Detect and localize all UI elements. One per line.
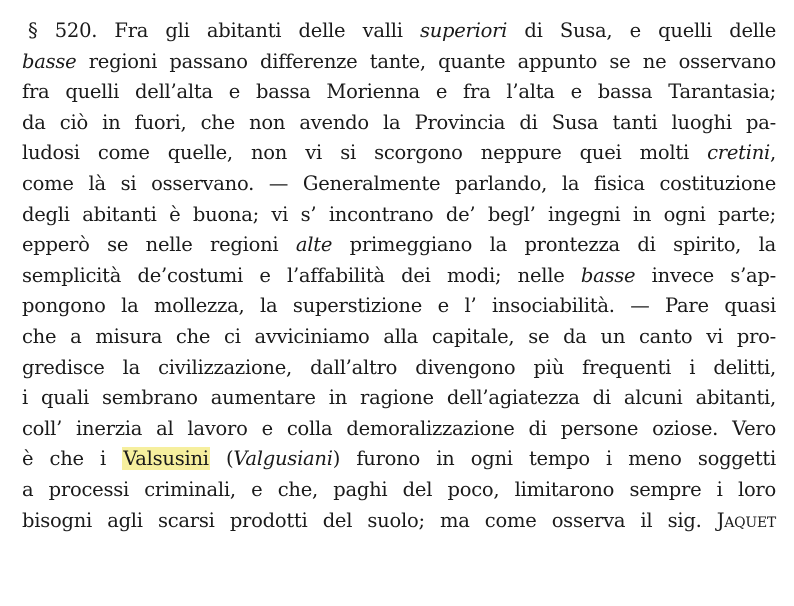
text-line <box>22 108 776 139</box>
text-line <box>22 475 776 506</box>
text-run: degli abitanti è buona; vi s’ incontrano de’ begl’ ingegni in ogni parte; <box>22 202 776 226</box>
text-run: gredisce la civilizzazione, dall’altro divengono più frequenti i delitti, <box>22 355 776 379</box>
text-run: primeggiano la prontezza di spirito, la <box>332 233 776 257</box>
text-line <box>22 322 776 353</box>
text-run: ludosi come quelle, non vi si scorgono neppure quei molti <box>22 141 708 165</box>
text-line <box>22 77 776 108</box>
italic-term: alte <box>295 233 333 257</box>
italic-term: Valgusiani <box>233 447 333 471</box>
text-line <box>22 16 776 47</box>
text-run: ) furono in ogni tempo i meno soggetti <box>332 447 776 471</box>
text-run: che a misura che ci avviciniamo alla capitale, se da un canto vi pro- <box>22 324 776 348</box>
highlighted-term: Valsusini <box>123 447 209 471</box>
text-run: ( <box>209 447 234 471</box>
text-run: pongono la mollezza, la superstizione e l’ insociabilità. — Pare quasi <box>22 294 776 318</box>
text-line <box>22 261 776 292</box>
italic-term: cretini <box>707 141 771 165</box>
text-run: è che i <box>22 447 123 471</box>
author-name: Jaquet <box>716 508 776 532</box>
text-run: da ciò in fuori, che non avendo la Provincia di Susa tanti luoghi pa- <box>22 110 776 134</box>
text-line <box>22 383 776 414</box>
text-run: bisogni agli scarsi prodotti del suolo; ma come osserva il sig. <box>22 508 717 532</box>
text-line <box>22 353 776 384</box>
text-line <box>22 444 776 475</box>
text-run: a processi criminali, e che, paghi del poco, limitarono sempre i loro <box>22 477 776 501</box>
text-run: invece s’ap- <box>635 263 776 287</box>
text-run: epperò se nelle regioni <box>22 233 296 257</box>
italic-term: basse <box>22 49 77 73</box>
text-run: di Susa, e quelli delle <box>507 19 777 42</box>
text-run: fra quelli dell’alta e bassa Morienna e fra l’alta e bassa Tarantasia; <box>22 80 776 104</box>
italic-term: superiori <box>419 19 508 42</box>
text-run: regioni passano differenze tante, quante appunto se ne osservano <box>76 49 776 73</box>
text-line <box>22 414 776 445</box>
text-run: § 520. Fra gli abitanti delle valli <box>28 19 420 42</box>
text-line <box>22 138 776 169</box>
text-run: i quali sembrano aumentare in ragione dell’agiatezza di alcuni abitanti, <box>22 386 776 410</box>
text-line <box>22 291 776 322</box>
italic-term: basse <box>580 263 636 287</box>
text-run: come là si osservano. — Generalmente parlando, la fisica costituzione <box>22 171 776 195</box>
paragraph-520 <box>22 16 776 536</box>
text-run: coll’ inerzia al lavoro e colla demoralizzazione di persone oziose. Vero <box>22 416 776 440</box>
text-line <box>22 230 776 261</box>
text-run: , <box>770 141 776 165</box>
text-line <box>22 506 776 537</box>
text-line <box>22 47 776 78</box>
text-run: semplicità de’costumi e l’affabilità dei modi; nelle <box>22 263 581 287</box>
text-line <box>22 169 776 200</box>
text-line <box>22 200 776 231</box>
